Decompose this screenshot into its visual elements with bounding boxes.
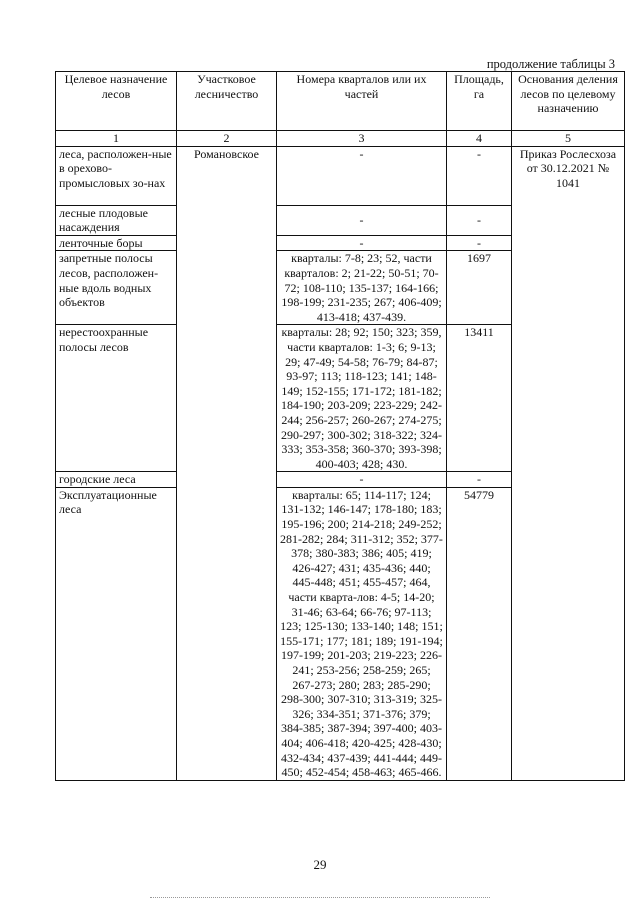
area-cell: - (447, 146, 512, 205)
page-number: 29 (313, 857, 327, 872)
area-cell: 54779 (447, 487, 512, 780)
column-number: 4 (447, 131, 512, 147)
purpose-cell: лесные плодовые насаждения (56, 205, 177, 235)
header-purpose: Целевое назначение лесов (56, 72, 177, 131)
area-cell: - (447, 205, 512, 235)
area-cell: 1697 (447, 251, 512, 325)
column-number: 3 (277, 131, 447, 147)
column-number: 2 (177, 131, 277, 147)
purpose-cell: Эксплуатационные леса (56, 487, 177, 780)
forest-purpose-table (55, 71, 625, 781)
quarters-cell: - (277, 472, 447, 488)
column-number: 1 (56, 131, 177, 147)
table-row (56, 146, 625, 205)
quarters-cell: - (277, 235, 447, 251)
page-bottom-divider (150, 897, 490, 898)
purpose-cell: леса, расположен-ные в орехово-промысловых зо-нах (56, 146, 177, 205)
table-continuation-caption: продолжение таблицы 3 (486, 57, 615, 71)
purpose-cell: ленточные боры (56, 235, 177, 251)
purpose-cell: запретные полосы лесов, расположен-ные вдоль водных объектов (56, 251, 177, 325)
header-area: Площадь, га (447, 72, 512, 131)
area-cell: - (447, 235, 512, 251)
purpose-cell: городские леса (56, 472, 177, 488)
area-cell: - (447, 472, 512, 488)
quarters-cell: кварталы: 65; 114-117; 124; 131-132; 146-147; 178-180; 183; 195-196; 200; 214-218; 249-252; 281-282; 284; 311-312; 352; 377-378; 380-383; 386; 405; 419; 426-427; 431; 435-436; 440; 445-448; 451; 455-457; 464, части кварта-лов: 4-5; 14-20; 31-46; 63-64; 66-76; 97-113; 123; 125-130; 133-140; 148; 151; 155-171; 177; 181; 189; 191-194; 197-199; 201-203; 219-223; 226-241; 253-256; 258-259; 265; 267-273; 280; 283; 285-290; 298-300; 307-310; 313-319; 325-326; 334-351; 371-376; 379; 384-385; 387-394; 397-400; 403-404; 406-418; 420-425; 428-430; 432-434; 437-439; 441-444; 449-450; 452-454; 458-463; 465-466. (277, 487, 447, 780)
forestry-cell: Романовское (177, 146, 277, 780)
column-number-row (56, 131, 625, 147)
area-cell: 13411 (447, 325, 512, 472)
purpose-cell: нерестоохранные полосы лесов (56, 325, 177, 472)
column-number: 5 (512, 131, 625, 147)
quarters-cell: кварталы: 7-8; 23; 52, части кварталов: 2; 21-22; 50-51; 70-72; 108-110; 135-137; 164-166; 198-199; 231-235; 267; 406-409; 413-418; 437-439. (277, 251, 447, 325)
quarters-cell: кварталы: 28; 92; 150; 323; 359, части кварталов: 1-3; 6; 9-13; 29; 47-49; 54-58; 76-79; 84-87; 93-97; 113; 118-123; 141; 148-149; 152-155; 171-172; 181-182; 184-190; 203-209; 223-229; 242-244; 256-257; 260-267; 274-275; 290-297; 300-302; 318-322; 324-333; 353-358; 360-370; 393-398; 400-403; 428; 430. (277, 325, 447, 472)
basis-cell: Приказ Рослесхоза от 30.12.2021 № 1041 (512, 146, 625, 780)
header-forestry: Участковое лесничество (177, 72, 277, 131)
quarters-cell: - (277, 146, 447, 205)
header-basis: Основания деления лесов по целевому назначению (512, 72, 625, 131)
table-header-row (56, 72, 625, 131)
quarters-cell: - (277, 205, 447, 235)
header-quarters: Номера кварталов или их частей (277, 72, 447, 131)
